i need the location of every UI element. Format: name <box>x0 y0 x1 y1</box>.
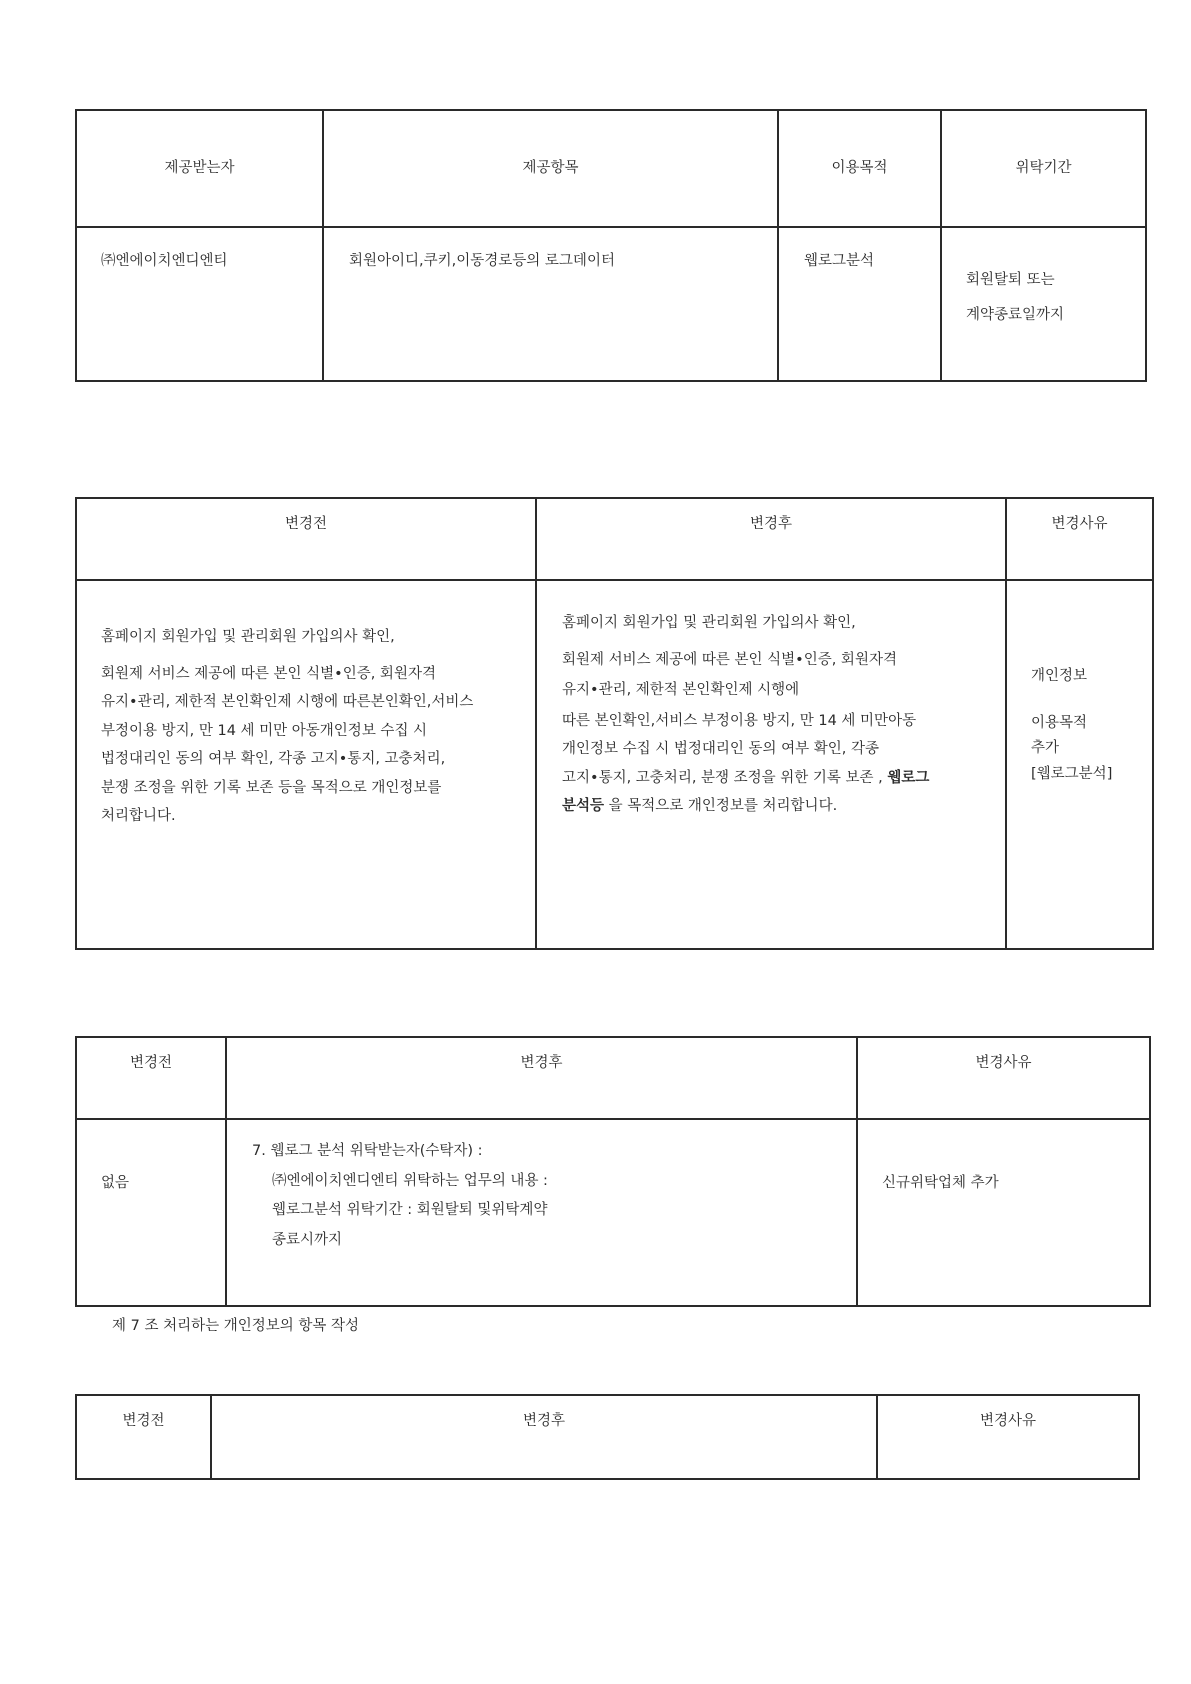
before-text: 없음 <box>101 1175 130 1191</box>
header-after: 변경후 <box>536 498 1006 580</box>
cell-after <box>226 1119 857 1306</box>
after-line: 웹로그분석 위탁기간 : 회원탈퇴 및위탁계약 <box>272 1202 548 1218</box>
header-after: 변경후 <box>226 1037 857 1119</box>
header-after: 변경후 <box>211 1395 877 1479</box>
recipient-text: ㈜엔에이치엔디엔티 <box>101 253 228 269</box>
before-line: 분쟁 조정을 위한 기록 보존 등을 목적으로 개인정보를 <box>101 779 442 796</box>
purpose-text: 웹로그분석 <box>804 253 875 269</box>
cell-reason <box>857 1119 1150 1306</box>
cell-period <box>941 227 1146 381</box>
purpose-change-table <box>75 497 1154 950</box>
after-line: 회원제 서비스 제공에 따른 본인 식별•인증, 회원자격 <box>562 651 897 668</box>
cell-reason <box>1006 580 1153 949</box>
header-reason: 변경사유 <box>877 1395 1139 1479</box>
reason-line: 개인정보 <box>1031 668 1088 684</box>
header-reason: 변경사유 <box>1006 498 1153 580</box>
header-before: 변경전 <box>76 498 536 580</box>
after-line: 따른 본인확인,서비스 부정이용 방지, 만 14 세 미만아동 <box>562 712 917 729</box>
after-line: 홈페이지 회원가입 및 관리회원 가입의사 확인, <box>562 615 856 631</box>
header-period: 위탁기간 <box>941 110 1146 227</box>
after-last-line <box>562 799 1005 814</box>
before-line: 부정이용 방지, 만 14 세 미만 아동개인정보 수집 시 <box>101 722 428 739</box>
period-line-2: 계약종료일까지 <box>966 306 1065 323</box>
cell-items <box>323 227 778 381</box>
provision-table <box>75 109 1147 382</box>
header-items: 제공항목 <box>323 110 778 227</box>
before-line: 회원제 서비스 제공에 따른 본인 식별•인증, 회원자격 <box>101 665 436 682</box>
item-change-table <box>75 1394 1140 1480</box>
period-line-1: 회원탈퇴 또는 <box>966 272 1055 288</box>
items-text: 회원아이디,쿠키,이동경로등의 로그데이터 <box>349 253 615 269</box>
header-before: 변경전 <box>76 1395 211 1479</box>
header-purpose: 이용목적 <box>778 110 941 227</box>
header-recipient: 제공받는자 <box>76 110 323 227</box>
before-line: 홈페이지 회원가입 및 관리회원 가입의사 확인, <box>101 629 395 645</box>
before-line: 법정대리인 동의 여부 확인, 각종 고지•통지, 고충처리, <box>101 751 446 767</box>
header-before: 변경전 <box>76 1037 226 1119</box>
cell-before <box>76 1119 226 1306</box>
after-line: 7. 웹로그 분석 위탁받는자(수탁자) : <box>252 1143 483 1159</box>
cell-recipient <box>76 227 323 381</box>
cell-purpose <box>778 227 941 381</box>
after-tail-text: 을 목적으로 개인정보를 처리합니다. <box>608 798 838 814</box>
after-line: 유지•관리, 제한적 본인확인제 시행에 <box>562 682 800 698</box>
reason-text: 신규위탁업체 추가 <box>882 1175 999 1191</box>
before-line: 유지•관리, 제한적 본인확인제 시행에 따른본인확인,서비스 <box>101 694 474 710</box>
after-bold-analysis: 분석등 <box>562 798 605 814</box>
after-line: 종료시까지 <box>272 1231 343 1248</box>
after-line: 개인정보 수집 시 법정대리인 동의 여부 확인, 각종 <box>562 741 880 757</box>
after-bold-weblog: 웹로그 <box>887 769 930 786</box>
reason-line: 추가 <box>1031 740 1060 756</box>
cell-after <box>536 580 1006 949</box>
header-reason: 변경사유 <box>857 1037 1150 1119</box>
cell-before <box>76 580 536 949</box>
trustee-change-table <box>75 1036 1151 1307</box>
after-line-text: 고지•통지, 고충처리, 분쟁 조정을 위한 기록 보존 , <box>562 769 888 786</box>
after-line: ㈜엔에이치엔디엔티 위탁하는 업무의 내용 : <box>272 1172 548 1189</box>
reason-line: [웹로그분석] <box>1031 765 1113 782</box>
before-line: 처리합니다. <box>101 808 176 824</box>
reason-line: 이용목적 <box>1031 714 1088 731</box>
section-note: 제 7 조 처리하는 개인정보의 항목 작성 <box>112 1318 359 1334</box>
after-line-with-bold <box>562 771 1005 786</box>
